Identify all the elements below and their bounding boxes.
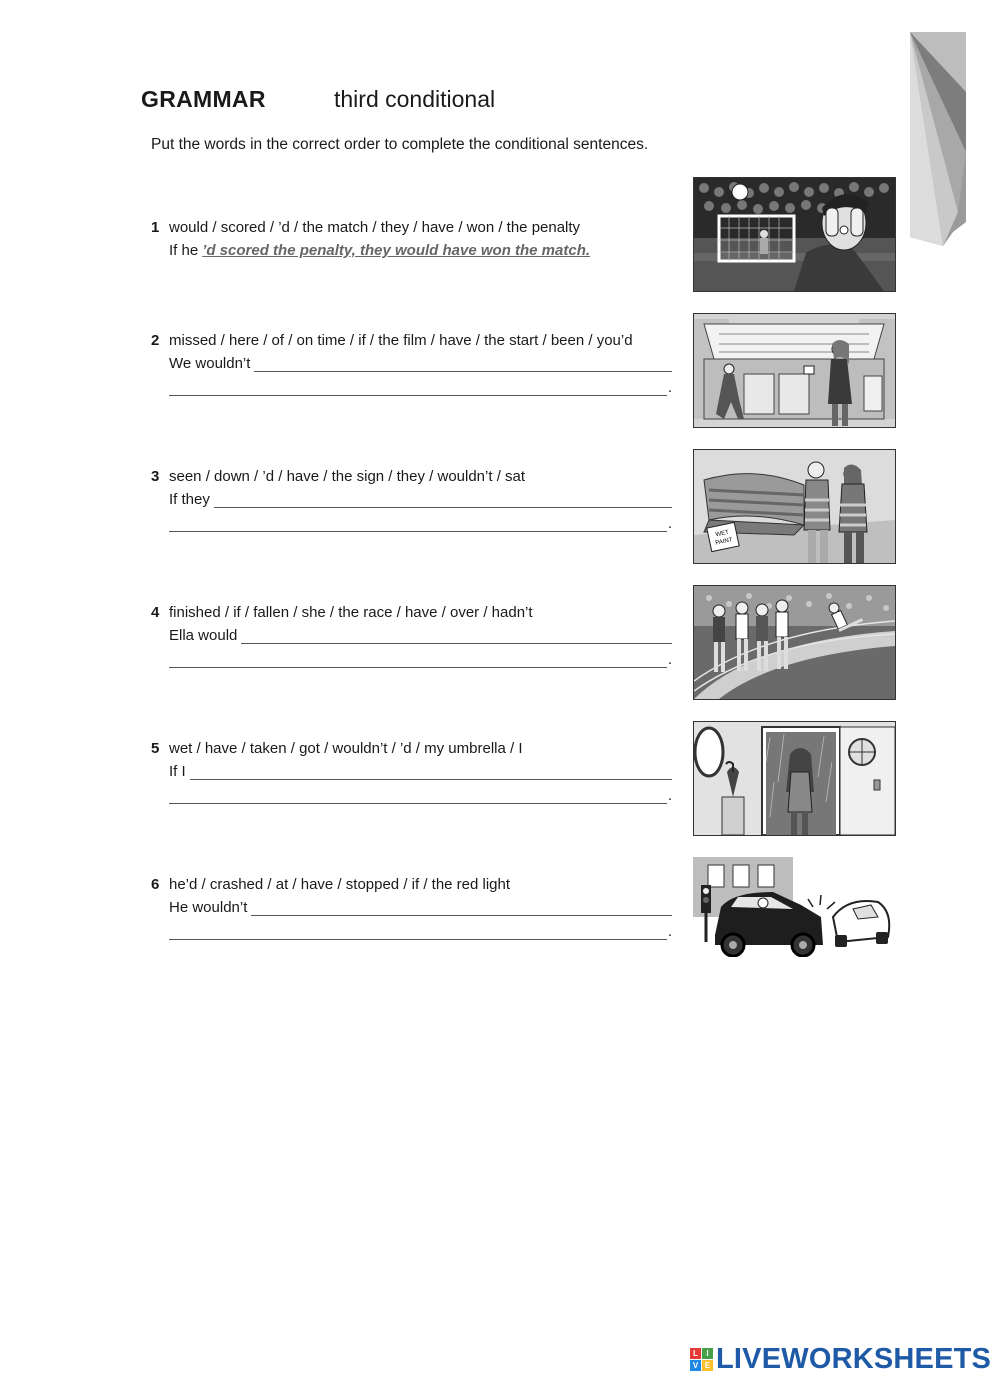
running-race-illustration — [693, 585, 896, 700]
word-prompt: missed / here / of / on time / if / the film / have / the start / been / you’d — [169, 332, 633, 349]
wet-paint-sign-text: WET — [715, 529, 730, 539]
sentence-start: If he — [169, 242, 199, 259]
sentence-start: If they — [169, 491, 210, 508]
answer-input-line-1[interactable] — [241, 627, 672, 644]
answer-row-2 — [169, 379, 672, 396]
sentence-start: He wouldn’t — [169, 899, 248, 916]
answer-row-2 — [169, 923, 672, 940]
answer-input-line-1[interactable] — [214, 491, 672, 508]
answer-input-line-1[interactable] — [251, 899, 672, 916]
answer-row-2 — [169, 787, 672, 804]
item-number: 3 — [151, 468, 160, 485]
cinema-illustration — [693, 313, 896, 428]
answer-row — [169, 899, 672, 916]
answer-input-line-1[interactable] — [254, 355, 672, 372]
full-stop: . — [667, 787, 672, 804]
answer-row-2 — [169, 515, 672, 532]
example-answer: ’d scored the penalty, they would have won the match. — [202, 242, 591, 259]
answer-row — [169, 491, 672, 508]
answer-input-line-2[interactable] — [169, 515, 667, 532]
word-prompt: he’d / crashed / at / have / stopped / if / the red light — [169, 876, 511, 893]
svg-text:PAINT: PAINT — [714, 537, 734, 547]
logo-mark-letter: L — [690, 1348, 701, 1359]
full-stop: . — [667, 515, 672, 532]
word-prompt: wet / have / taken / got / wouldn’t / ’d / my umbrella / I — [169, 740, 523, 757]
item-number: 1 — [151, 219, 160, 236]
page-title: GRAMMAR — [141, 86, 266, 112]
sentence-start: Ella would — [169, 627, 238, 644]
page-subtitle: third conditional — [334, 86, 496, 112]
full-stop: . — [667, 379, 672, 396]
liveworksheets-logo[interactable] — [690, 1343, 991, 1376]
item-number: 6 — [151, 876, 160, 893]
logo-mark-icon — [690, 1348, 713, 1371]
rain-umbrella-illustration — [693, 721, 896, 836]
wet-paint-bench-illustration — [693, 449, 896, 564]
answer-input-line-2[interactable] — [169, 787, 667, 804]
corner-decoration — [908, 32, 968, 246]
full-stop: . — [667, 651, 672, 668]
item-number: 4 — [151, 604, 160, 621]
answer-input-line-1[interactable] — [190, 763, 672, 780]
word-prompt: seen / down / ’d / have / the sign / they / wouldn’t / sat — [169, 468, 526, 485]
item-number: 2 — [151, 332, 160, 349]
instructions: Put the words in the correct order to complete the conditional sentences. — [151, 136, 649, 153]
logo-mark-letter: E — [702, 1360, 713, 1371]
answer-row — [169, 355, 672, 372]
sentence-start: If I — [169, 763, 186, 780]
answer-input-line-2[interactable] — [169, 923, 667, 940]
logo-mark-letter: V — [690, 1360, 701, 1371]
football-penalty-illustration — [693, 177, 896, 292]
answer-row — [169, 242, 672, 259]
sentence-start: We wouldn’t — [169, 355, 251, 372]
word-prompt: finished / if / fallen / she / the race / have / over / hadn’t — [169, 604, 533, 621]
logo-mark-letter: I — [702, 1348, 713, 1359]
answer-row — [169, 763, 672, 780]
answer-row-2 — [169, 651, 672, 668]
car-crash-illustration — [693, 857, 896, 957]
answer-input-line-2[interactable] — [169, 379, 667, 396]
word-prompt: would / scored / ’d / the match / they / have / won / the penalty — [169, 219, 581, 236]
logo-text: LIVEWORKSHEETS — [716, 1343, 992, 1375]
item-number: 5 — [151, 740, 160, 757]
answer-row — [169, 627, 672, 644]
full-stop: . — [667, 923, 672, 940]
answer-input-line-2[interactable] — [169, 651, 667, 668]
